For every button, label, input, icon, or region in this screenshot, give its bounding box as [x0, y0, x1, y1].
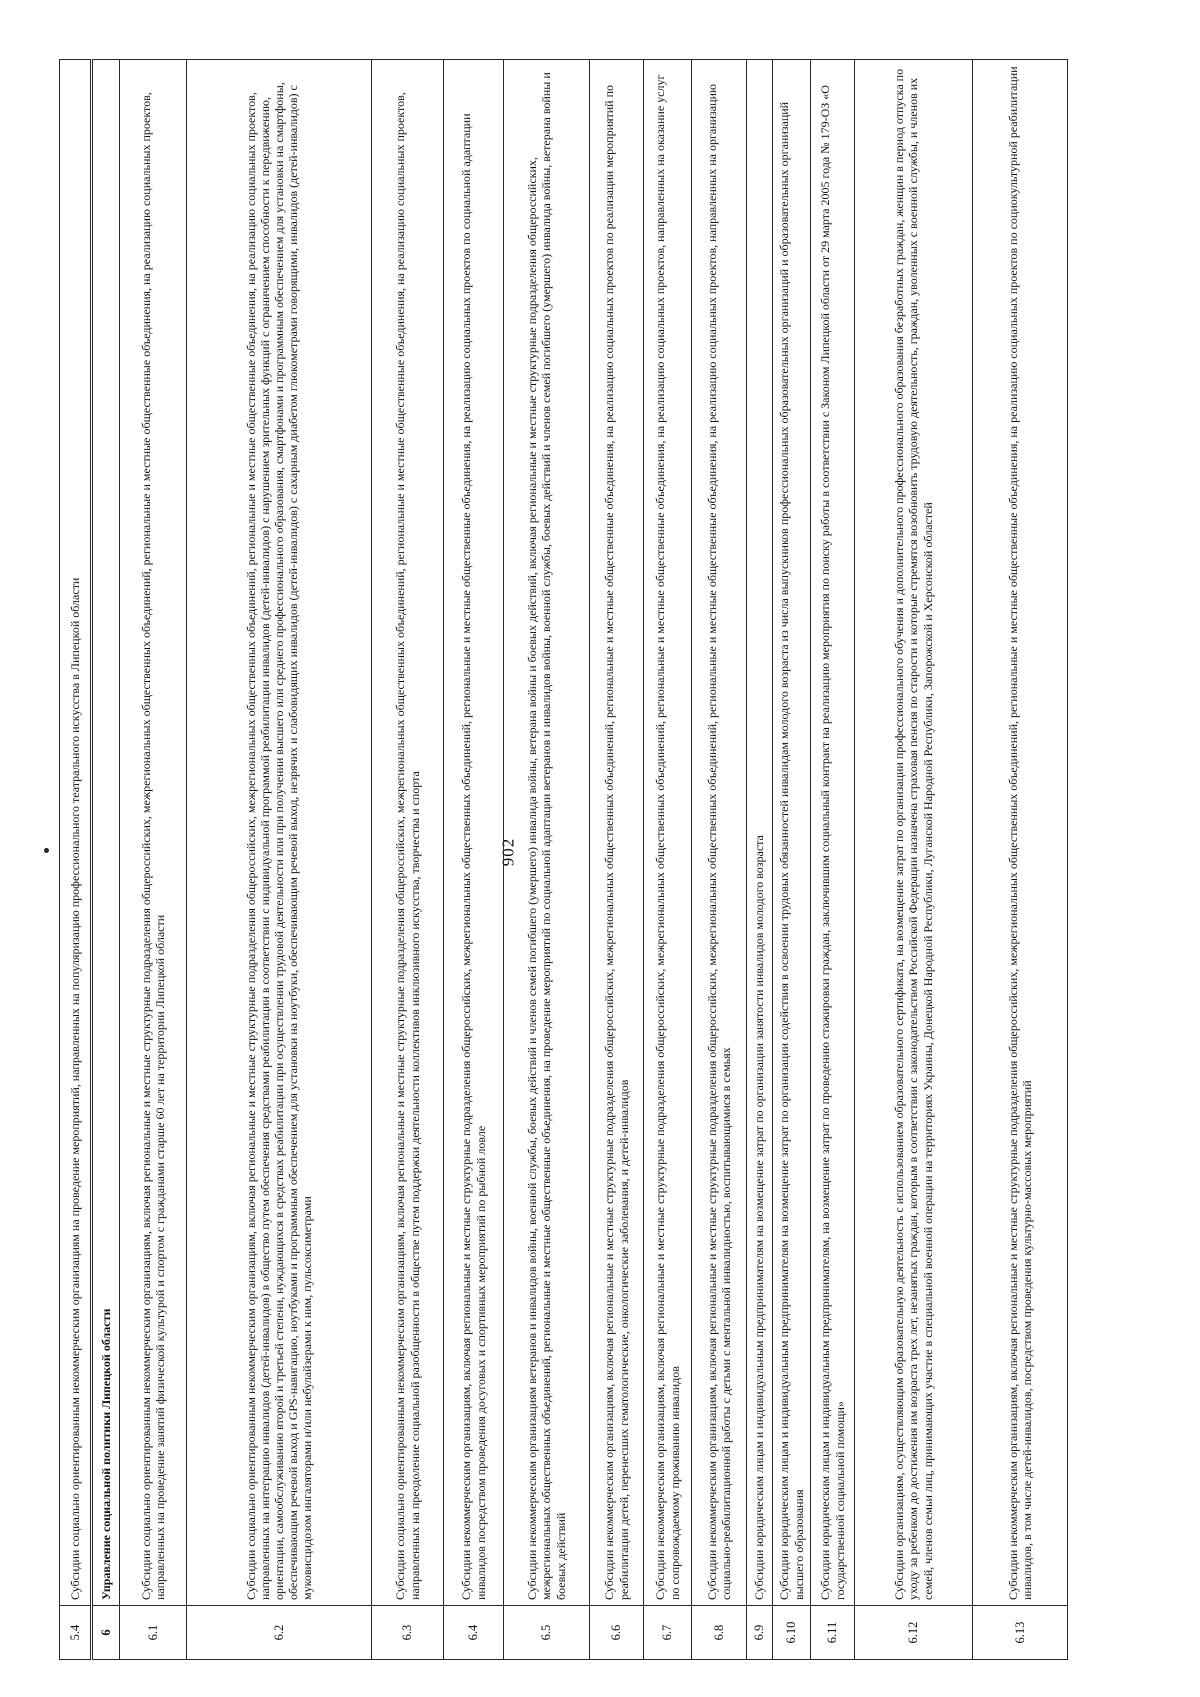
table-row [120, 60, 187, 1660]
row-text: Субсидии некоммерческим организациям, включая региональные и местные структурные подразделения общероссийских, межрегиональных общественных объединений, региональные и местные общественные объединения, на реализацию социальных проектов по реализации мероприятий по реабилитации детей, перенесших гематологические, онкологические заболевания, и детей-инвалидов [590, 60, 644, 1606]
table-row [855, 60, 973, 1660]
row-number: 5.4 [60, 1606, 92, 1660]
row-number: 6.13 [973, 1606, 1068, 1660]
table-row [644, 60, 692, 1660]
section-row [92, 60, 120, 1660]
row-text: Субсидии социально ориентированным некоммерческим организациям, включая региональные и местные структурные подразделения общероссийских, межрегиональных общественных объединений, региональные и местные общественные объединения, на реализацию социальных проектов, направленных на преодоление социальной разобщенности в обществе путем поддержки деятельности коллективов инклюзивного искусства, творчества и спорта [372, 60, 444, 1606]
table-row [60, 60, 92, 1660]
table-row [372, 60, 444, 1660]
row-number: 6.6 [590, 1606, 644, 1660]
table-row [504, 60, 590, 1660]
row-text: Субсидии юридическим лицам и индивидуальным предпринимателям на возмещение затрат по организации занятости инвалидов молодого возраста [747, 60, 773, 1606]
row-number: 6.1 [120, 1606, 187, 1660]
table-row [590, 60, 644, 1660]
table-row [692, 60, 747, 1660]
row-number: 6.8 [692, 1606, 747, 1660]
row-text: Субсидии некоммерческим организациям, включая региональные и местные структурные подразделения общероссийских, межрегиональных общественных объединений, региональные и местные общественные объединения, на реализацию социальных проектов, направленных на оказание услуг по сопровождаемому проживанию инвалидов [644, 60, 692, 1606]
table-row [973, 60, 1068, 1660]
table-row [773, 60, 811, 1660]
row-text: Субсидии некоммерческим организациям, включая региональные и местные структурные подразделения общероссийских, межрегиональных общественных объединений, региональные и местные общественные объединения, на реализацию социальных проектов по социальной адаптации инвалидов посредством проведения досуговых и спортивных мероприятий по рыбной ловле [444, 60, 504, 1606]
row-number: 6.2 [187, 1606, 372, 1660]
rotated-table-wrapper [59, 60, 1067, 1660]
table-row [747, 60, 773, 1660]
row-text: Субсидии юридическим лицам и индивидуальным предпринимателям, на возмещение затрат по проведению стажировки граждан, заключившим социальный контракт на реализацию мероприятия по поиску работы в соответствии с Законом Липецкой области от 29 марта 2005 года № 179-ОЗ «О государственной социальной помощи» [811, 60, 855, 1606]
row-number: 6.5 [504, 1606, 590, 1660]
row-number: 6.3 [372, 1606, 444, 1660]
table-row [444, 60, 504, 1660]
row-text: Субсидии организациям, осуществляющим образовательную деятельность с использованием образовательного сертификата, на возмещение затрат по организации профессионального обучения и дополнительного профессионального образования безработных граждан, женщин в период отпуска по уходу за ребенком до достижения им возраста трех лет, незанятых граждан, которым в соответствии с законодательством Российской Федерации назначена страховая пенсия по старости и которые стремятся возобновить трудовую деятельность, граждан, уволенных с военной службы, и членов их семей, членов семьи лиц, принимающих участие в специальной военной операции на территориях Украины, Донецкой Народной Республики, Луганской Народной Республики, Запорожской и Херсонской областей [855, 60, 973, 1606]
subsidy-table [59, 59, 1068, 1660]
row-text: Субсидии социально ориентированным некоммерческим организациям, включая региональные и местные структурные подразделения общероссийских, межрегиональных общественных объединений, региональные и местные общественные объединения, на реализацию социальных проектов, направленных на интеграцию инвалидов (детей-инвалидов) в общество путем обеспечения средствами реабилитации в соответствии с индивидуальной программой реабилитации инвалидов (детей-инвалидов) с нарушением зрительных функций с ограничением способности к передвижению, ориентации, самообслуживанию второй и третьей степени, нуждающихся в средствах реабилитации при осуществлении трудовой деятельности или при получении высшего или среднего профессионального образования, смартфонами и программным обеспечением для установки на смартфоны, обеспечивающим речевой выход и GPS-навигацию, ноутбуками и программным обеспечением для установки на ноутбуки, обеспечивающим речевой выход, незрячих и слабовидящих инвалидов (детей-инвалидов) с сахарным диабетом глюкометрами говорящими, инвалидов (детей-инвалидов) с муковисцидозом ингаляторами и/или небулайзерами к ним, пульсоксиметрами [187, 60, 372, 1606]
row-number: 6 [92, 1606, 120, 1660]
row-text: Субсидии некоммерческим организациям ветеранов и инвалидов войны, военной службы, боевых действий и членов семей погибшего (умершего) инвалида войны, ветерана войны и боевых действий, включая региональные и местные структурные подразделения общероссийских, межрегиональных общественных объединений, региональные и местные общественные объединения, на проведение мероприятий по социальной адаптации ветеранов и инвалидов войны, военной службы, боевых действий и членов семей погибшего (умершего) инвалида войны, ветерана войны и боевых действий [504, 60, 590, 1606]
page-number: 902 [498, 837, 518, 867]
row-number: 6.7 [644, 1606, 692, 1660]
table-row [187, 60, 372, 1660]
row-number: 6.9 [747, 1606, 773, 1660]
row-text: Субсидии некоммерческим организациям, включая региональные и местные структурные подразделения общероссийских, межрегиональных общественных объединений, региональные и местные общественные объединения, на реализацию социальных проектов по социокультурной реабилитации инвалидов, в том числе детей-инвалидов, посредством проведения культурно-массовых мероприятий [973, 60, 1068, 1606]
table-row [811, 60, 855, 1660]
row-text: Субсидии некоммерческим организациям, включая региональные и местные структурные подразделения общероссийских, межрегиональных общественных объединений, региональные и местные общественные объединения, на реализацию социальных проектов, направленных на организацию социально-реабилитационной работы с детьми с ментальной инвалидностью, воспитывающимися в семьях [692, 60, 747, 1606]
row-number: 6.11 [811, 1606, 855, 1660]
row-text: Субсидии социально ориентированным некоммерческим организациям на проведение мероприятий, направленных на популяризацию профессионального театрального искусства в Липецкой области [60, 60, 92, 1606]
row-number: 6.10 [773, 1606, 811, 1660]
row-number: 6.4 [444, 1606, 504, 1660]
margin-dot [44, 848, 49, 853]
row-number: 6.12 [855, 1606, 973, 1660]
row-text: Субсидии юридическим лицам и индивидуальным предпринимателям на возмещение затрат по организации содействия в освоении трудовых обязанностей инвалидам молодого возраста из числа выпускников профессиональных образовательных организаций и образовательных организаций высшего образования [773, 60, 811, 1606]
row-text: Субсидии социально ориентированным некоммерческим организациям, включая региональные и местные структурные подразделения общероссийских, межрегиональных общественных объединений, региональные и местные общественные объединения, на реализацию социальных проектов, направленных на проведение занятий физической культурой и спортом с гражданами старше 60 лет на территории Липецкой области [120, 60, 187, 1606]
section-title: Управление социальной политики Липецкой области [92, 60, 120, 1606]
